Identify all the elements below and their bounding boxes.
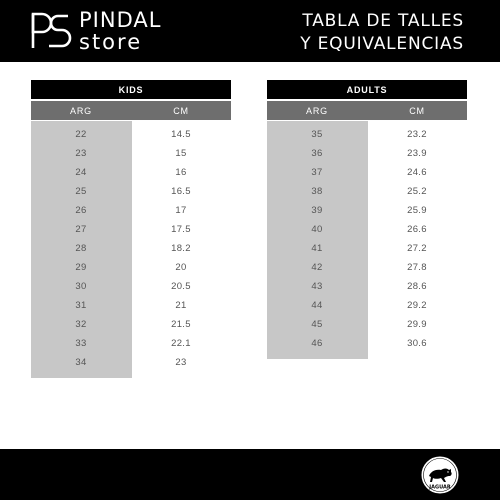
cm-cell: 20 [175, 262, 187, 273]
table-row [31, 201, 231, 220]
arg-cell: 23 [75, 148, 87, 159]
table-row [267, 296, 467, 315]
arg-cell: 40 [311, 224, 323, 235]
table-row [267, 220, 467, 239]
adults-size-table [267, 80, 467, 359]
kids-col-cm: CM [173, 105, 189, 116]
cm-cell: 22.1 [171, 338, 191, 349]
cm-cell: 20.5 [171, 281, 191, 292]
cm-cell: 24.6 [407, 167, 427, 178]
table-row [31, 353, 231, 372]
brand-name: PINDAL [79, 8, 162, 32]
kids-table-heading: KIDS [31, 80, 231, 99]
cm-cell: 21 [175, 300, 187, 311]
arg-cell: 27 [75, 224, 87, 235]
cm-cell: 27.8 [407, 262, 427, 273]
table-row [31, 277, 231, 296]
badge-text: JAGUAR [429, 484, 451, 491]
arg-cell: 28 [75, 243, 87, 254]
page-title [300, 10, 464, 56]
kids-column-headers [31, 101, 231, 120]
arg-cell: 29 [75, 262, 87, 273]
adults-column-headers [267, 101, 467, 120]
jaguar-icon [420, 455, 460, 495]
cm-cell: 17.5 [171, 224, 191, 235]
arg-cell: 33 [75, 338, 87, 349]
arg-cell: 24 [75, 167, 87, 178]
cm-cell: 14.5 [171, 129, 191, 140]
table-row [267, 182, 467, 201]
arg-cell: 41 [311, 243, 323, 254]
arg-cell: 35 [311, 129, 323, 140]
arg-cell: 37 [311, 167, 323, 178]
arg-cell: 25 [75, 186, 87, 197]
table-row [31, 334, 231, 353]
arg-cell: 36 [311, 148, 323, 159]
table-row [31, 315, 231, 334]
arg-cell: 31 [75, 300, 87, 311]
arg-cell: 32 [75, 319, 87, 330]
table-row [267, 315, 467, 334]
arg-cell: 46 [311, 338, 323, 349]
table-row [267, 258, 467, 277]
cm-cell: 30.6 [407, 338, 427, 349]
adults-col-arg: ARG [306, 105, 328, 116]
arg-cell: 26 [75, 205, 87, 216]
arg-cell: 43 [311, 281, 323, 292]
cm-cell: 18.2 [171, 243, 191, 254]
cm-cell: 23.2 [407, 129, 427, 140]
cm-cell: 16 [175, 167, 187, 178]
brand-subname: store [79, 30, 143, 54]
cm-cell: 28.6 [407, 281, 427, 292]
header-bar [0, 0, 500, 62]
table-row [31, 239, 231, 258]
table-row [31, 182, 231, 201]
adults-table-heading: ADULTS [267, 80, 467, 99]
cm-cell: 15 [175, 148, 187, 159]
title-line-2: Y EQUIVALENCIAS [300, 34, 464, 54]
arg-cell: 22 [75, 129, 87, 140]
cm-cell: 21.5 [171, 319, 191, 330]
kids-col-arg: ARG [70, 105, 92, 116]
adults-col-cm: CM [409, 105, 425, 116]
cm-cell: 23.9 [407, 148, 427, 159]
table-row [31, 220, 231, 239]
table-row [267, 334, 467, 353]
arg-cell: 30 [75, 281, 87, 292]
arg-cell: 44 [311, 300, 323, 311]
kids-size-table [31, 80, 231, 378]
table-row [267, 144, 467, 163]
adults-table-body [267, 121, 467, 359]
table-row [31, 258, 231, 277]
cm-cell: 27.2 [407, 243, 427, 254]
kids-table-body [31, 121, 231, 378]
table-row [267, 163, 467, 182]
cm-cell: 29.9 [407, 319, 427, 330]
arg-cell: 38 [311, 186, 323, 197]
table-row [267, 201, 467, 220]
arg-cell: 34 [75, 357, 87, 368]
arg-cell: 42 [311, 262, 323, 273]
pindal-logo-icon [30, 11, 72, 51]
table-row [267, 125, 467, 144]
table-row [31, 163, 231, 182]
cm-cell: 26.6 [407, 224, 427, 235]
table-row [267, 239, 467, 258]
cm-cell: 16.5 [171, 186, 191, 197]
title-line-1: TABLA DE TALLES [302, 11, 464, 31]
cm-cell: 23 [175, 357, 187, 368]
arg-cell: 45 [311, 319, 323, 330]
cm-cell: 29.2 [407, 300, 427, 311]
cm-cell: 17 [175, 205, 187, 216]
table-row [267, 277, 467, 296]
table-row [31, 125, 231, 144]
table-row [31, 296, 231, 315]
table-row [31, 144, 231, 163]
arg-cell: 39 [311, 205, 323, 216]
cm-cell: 25.2 [407, 186, 427, 197]
cm-cell: 25.9 [407, 205, 427, 216]
